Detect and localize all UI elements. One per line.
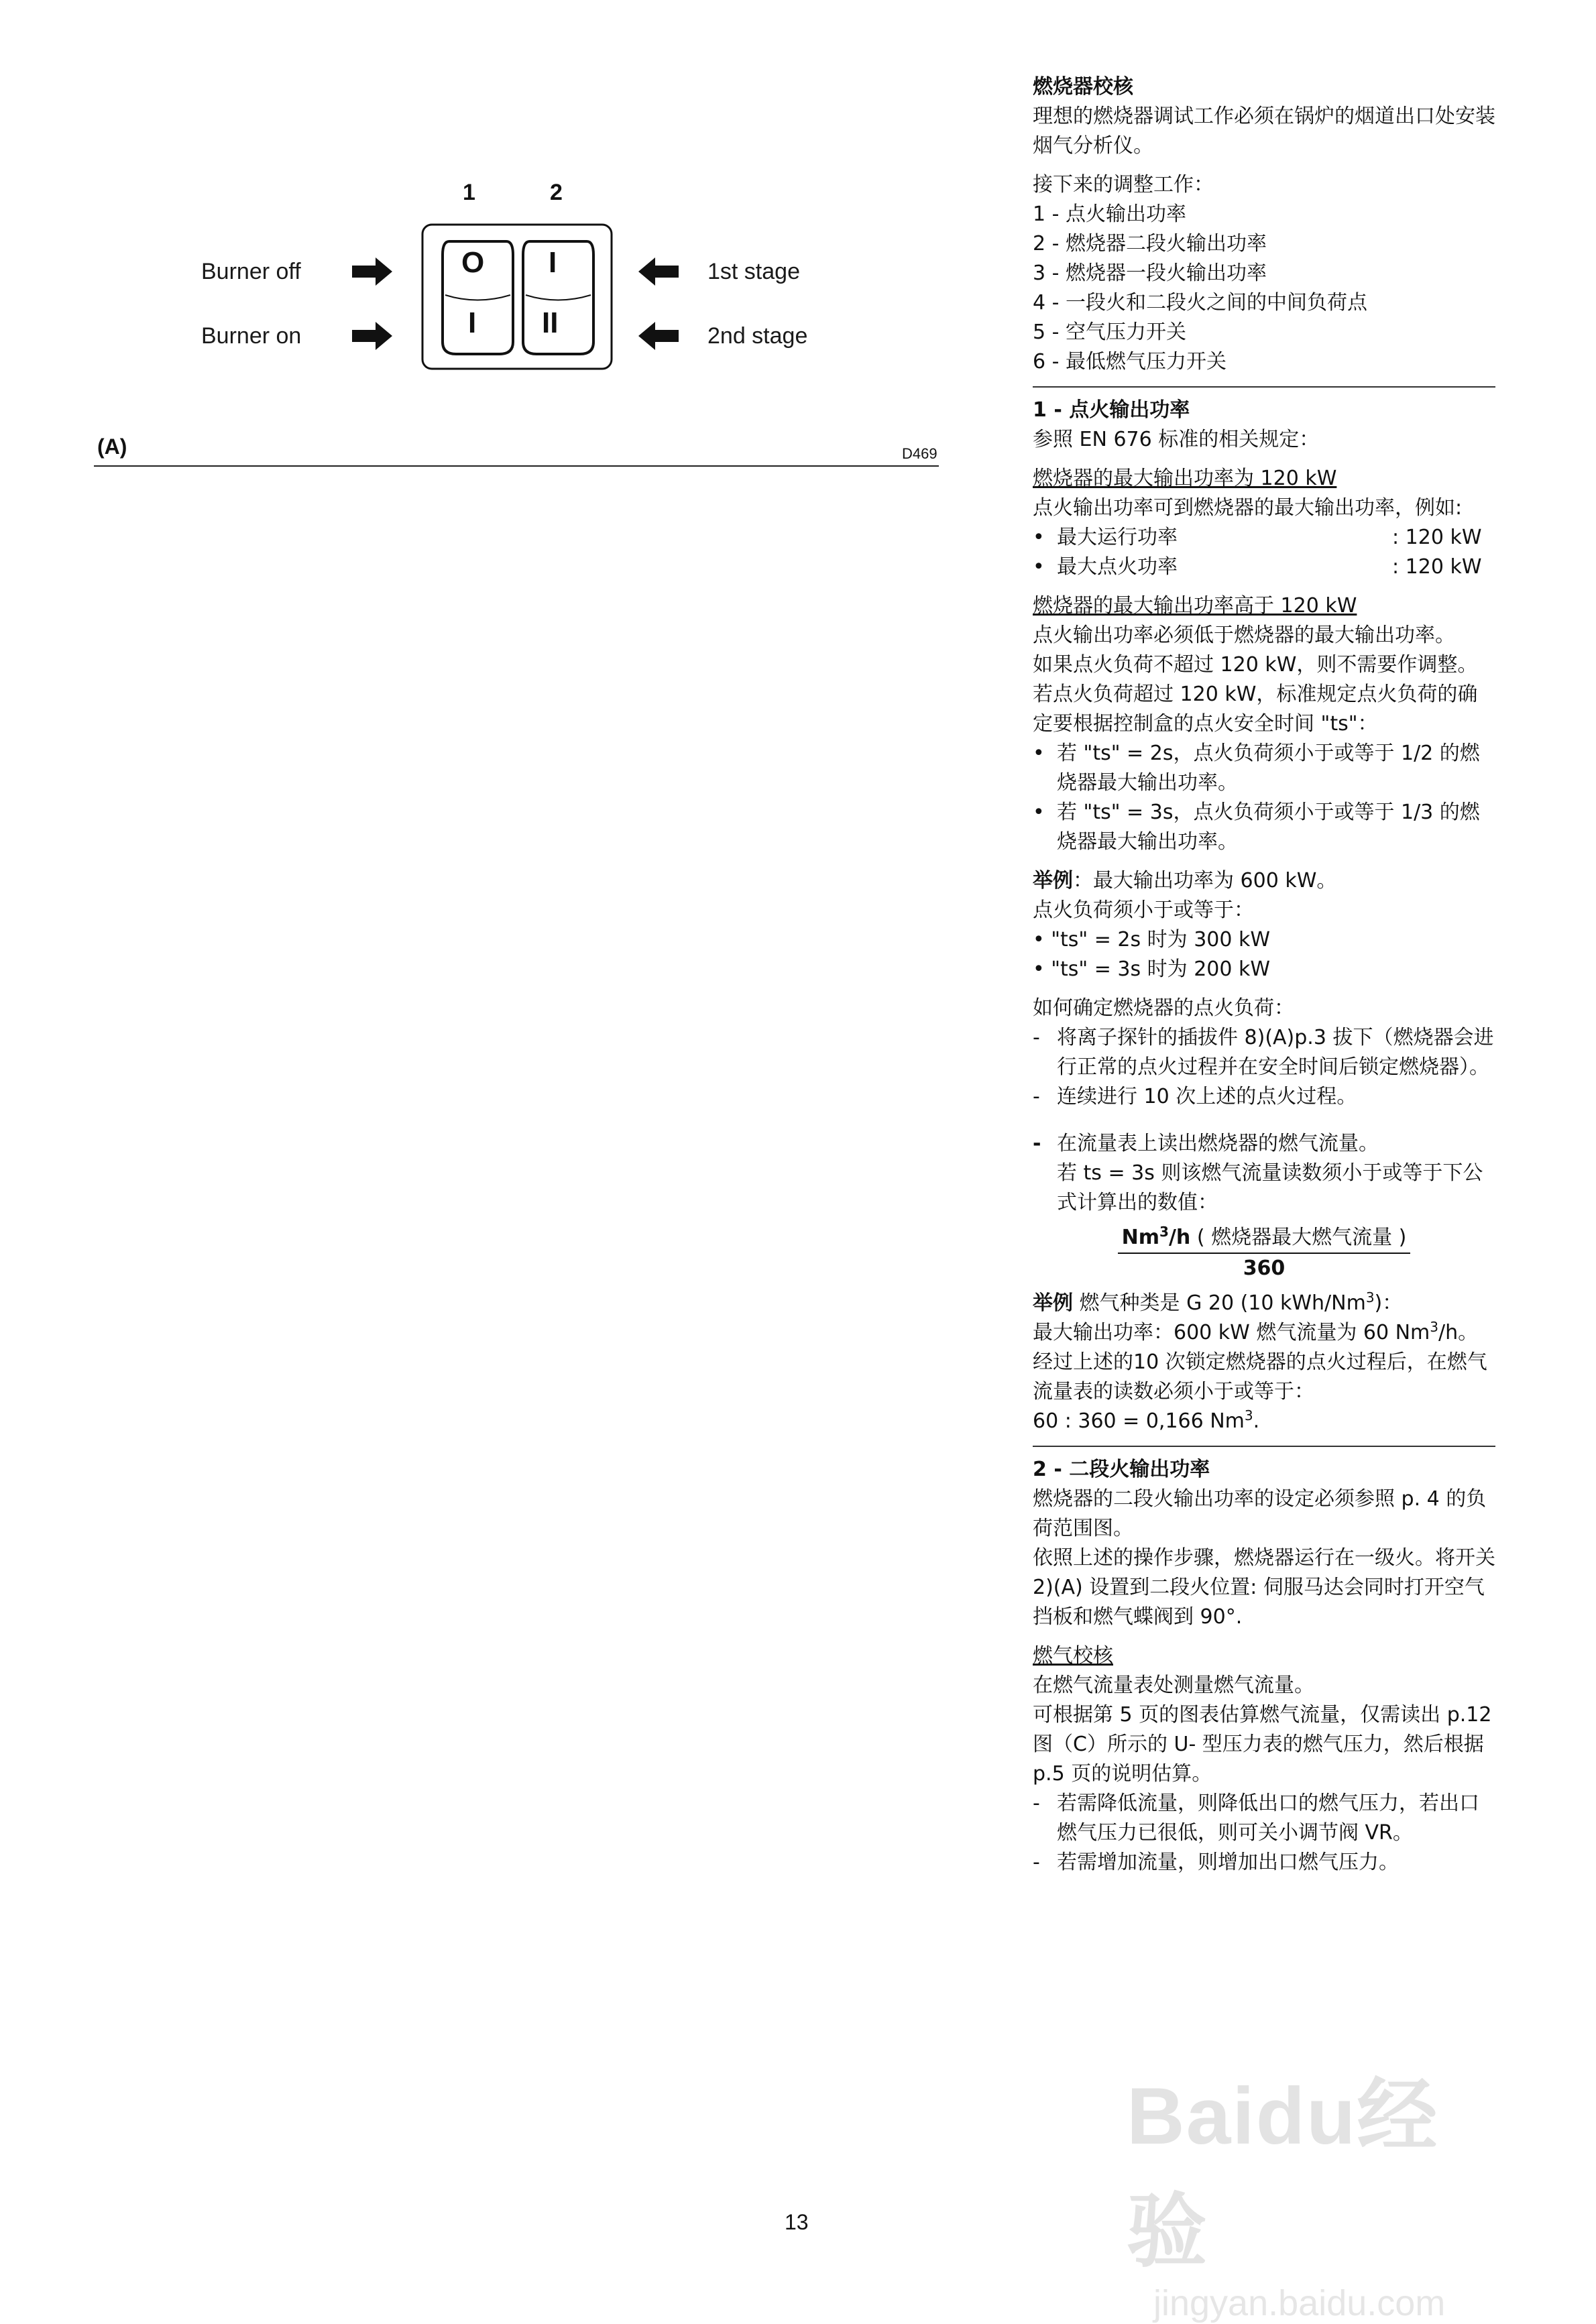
section-title: 1 - 点火输出功率 bbox=[1033, 398, 1190, 422]
list-item: • 若 "ts" = 3s，点火负荷须小于或等于 1/3 的燃烧器最大输出功率。 bbox=[1033, 801, 1480, 854]
arrow-right-icon bbox=[352, 257, 392, 286]
subheading: 燃气校核 bbox=[1033, 1644, 1113, 1668]
paragraph: 点火输出功率可到燃烧器的最大输出功率，例如: bbox=[1033, 496, 1463, 520]
list-item: • 若 "ts" = 2s，点火负荷须小于或等于 1/2 的燃烧器最大输出功率。 bbox=[1033, 742, 1480, 795]
label-1st-stage: 1st stage bbox=[707, 259, 800, 284]
switch-number-2: 2 bbox=[550, 180, 563, 205]
section-title: 燃烧器校核 bbox=[1033, 75, 1133, 99]
paragraph: 接下来的调整工作： bbox=[1033, 173, 1214, 196]
list-item: 2 - 燃烧器二段火输出功率 bbox=[1033, 232, 1267, 255]
list-item: - 若需增加流量，则增加出口燃气压力。 bbox=[1033, 1851, 1399, 1874]
paragraph: 点火负荷须小于或等于： bbox=[1033, 898, 1254, 922]
paragraph: 经过上述的10 次锁定燃烧器的点火过程后，在燃气流量表的读数必须小于或等于： bbox=[1033, 1350, 1487, 1403]
example-paragraph: 举例：最大输出功率为 600 kW。 bbox=[1033, 869, 1337, 892]
list-item: 1 - 点火输出功率 bbox=[1033, 202, 1186, 226]
paragraph: 若 ts = 3s 则该燃气流量读数须小于或等于下公式计算出的数值： bbox=[1057, 1161, 1483, 1214]
list-item: - 在流量表上读出燃烧器的燃气流量。 bbox=[1033, 1132, 1379, 1155]
list-item: 4 - 一段火和二段火之间的中间负荷点 bbox=[1033, 291, 1367, 314]
formula: Nm$^3$/h ( 燃烧器最大燃气流量 ) 360 bbox=[1033, 1223, 1495, 1283]
switch-panel-graphic bbox=[349, 215, 697, 375]
list-item: - 若需降低流量，则降低出口的燃气压力，若出口燃气压力已很低，则可关小调节阀 VR。 bbox=[1033, 1792, 1479, 1845]
subheading: 燃烧器的最大输出功率为 120 kW bbox=[1033, 467, 1337, 490]
example-paragraph: 举例 燃气种类是 G 20 (10 kWh/Nm$^3$)： bbox=[1033, 1289, 1403, 1315]
section-divider bbox=[1033, 386, 1495, 388]
page-number: 13 bbox=[785, 2210, 809, 2234]
list-item: 6 - 最低燃气压力开关 bbox=[1033, 350, 1227, 373]
arrow-left-icon bbox=[638, 257, 679, 286]
section-title: 2 - 二段火输出功率 bbox=[1033, 1458, 1210, 1481]
paragraph: 如果点火负荷不超过 120 kW，则不需要作调整。 bbox=[1033, 653, 1478, 677]
arrow-left-icon bbox=[638, 322, 679, 350]
figure-label: (A) bbox=[97, 434, 127, 459]
subheading: 燃烧器的最大输出功率高于 120 kW bbox=[1033, 594, 1357, 618]
paragraph: 60 : 360 = 0,166 Nm$^3$. bbox=[1033, 1407, 1260, 1433]
paragraph: 如何确定燃烧器的点火负荷： bbox=[1033, 996, 1294, 1020]
paragraph: 点火输出功率必须低于燃烧器的最大输出功率。 bbox=[1033, 624, 1455, 647]
figure-code: D469 bbox=[902, 445, 937, 462]
paragraph: 参照 EN 676 标准的相关规定： bbox=[1033, 428, 1320, 451]
paragraph: 若点火负荷超过 120 kW，标准规定点火负荷的确定要根据控制盒的点火安全时间 "ts"： bbox=[1033, 683, 1478, 736]
list-item: - 将离子探针的插拔件 8)(A)p.3 拔下（燃烧器会进行正常的点火过程并在安全时间后锁定燃烧器）。 bbox=[1033, 1026, 1494, 1079]
list-item: • "ts" = 3s 时为 200 kW bbox=[1033, 957, 1271, 981]
switch-1-off-glyph: O bbox=[461, 246, 485, 279]
label-2nd-stage: 2nd stage bbox=[707, 323, 808, 349]
section-divider bbox=[1033, 1446, 1495, 1447]
switch-2-stage2-glyph: II bbox=[542, 306, 559, 339]
list-item: 5 - 空气压力开关 bbox=[1033, 321, 1186, 344]
list-item: • 最大运行功率 : 120 kW bbox=[1033, 526, 1482, 549]
paragraph: 可根据第 5 页的图表估算燃气流量，仅需读出 p.12 图（C）所示的 U- 型压力表的燃气压力，然后根据 p.5 页的说明估算。 bbox=[1033, 1703, 1492, 1786]
paragraph: 理想的燃烧器调试工作必须在锅炉的烟道出口处安装烟气分析仪。 bbox=[1033, 105, 1495, 158]
switch-2-stage1-glyph: I bbox=[549, 246, 557, 279]
figure-rule bbox=[94, 465, 939, 467]
paragraph: 在燃气流量表处测量燃气流量。 bbox=[1033, 1674, 1314, 1697]
list-item: - 连续进行 10 次上述的点火过程。 bbox=[1033, 1085, 1357, 1108]
paragraph: 燃烧器的二段火输出功率的设定必须参照 p. 4 的负荷范围图。 bbox=[1033, 1487, 1487, 1540]
list-item: • 最大点火功率 : 120 kW bbox=[1033, 555, 1482, 579]
list-item: • "ts" = 2s 时为 300 kW bbox=[1033, 928, 1271, 951]
switch-number-1: 1 bbox=[463, 180, 475, 205]
label-burner-on: Burner on bbox=[201, 323, 302, 349]
list-item: 3 - 燃烧器一段火输出功率 bbox=[1033, 262, 1267, 285]
watermark bbox=[1127, 2052, 1502, 2323]
arrow-right-icon bbox=[352, 322, 392, 350]
switch-1-on-glyph: I bbox=[468, 306, 477, 339]
paragraph: 依照上述的操作步骤，燃烧器运行在一级火。将开关 2)(A) 设置到二段火位置: 伺服马达会同时打开空气挡板和燃气蝶阀到 90°. bbox=[1033, 1546, 1495, 1629]
watermark-url: jingyan.baidu.com bbox=[1153, 2283, 1446, 2323]
watermark-brand: Baidu经验 bbox=[1127, 2071, 1439, 2276]
text-column bbox=[1033, 72, 1495, 1877]
label-burner-off: Burner off bbox=[201, 259, 301, 284]
paragraph: 最大输出功率：600 kW 燃气流量为 60 Nm$^3$/h。 bbox=[1033, 1319, 1479, 1344]
